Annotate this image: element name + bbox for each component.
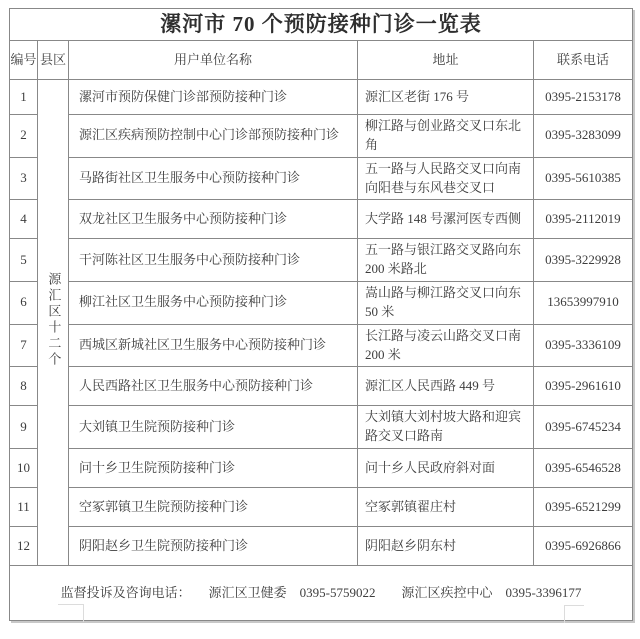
clinic-phone: 0395-6521299 <box>534 488 633 527</box>
table-row <box>10 282 633 325</box>
clinic-address: 空冢郭镇翟庄村 <box>358 488 534 527</box>
row-number: 4 <box>10 200 38 239</box>
clinic-address: 嵩山路与柳江路交叉口向东 50 米 <box>358 282 534 325</box>
clinic-phone: 0395-2112019 <box>534 200 633 239</box>
clinic-phone: 0395-3336109 <box>534 324 633 367</box>
table-footer-row <box>10 566 633 621</box>
clinic-name: 双龙社区卫生服务中心预防接种门诊 <box>69 200 358 239</box>
row-number: 1 <box>10 80 38 115</box>
column-header-name: 用户单位名称 <box>69 41 358 80</box>
table-row <box>10 488 633 527</box>
clinic-name: 西城区新城社区卫生服务中心预防接种门诊 <box>69 324 358 367</box>
table-row <box>10 367 633 406</box>
clinic-phone: 0395-2961610 <box>534 367 633 406</box>
clinic-phone: 0395-6745234 <box>534 406 633 449</box>
row-number: 11 <box>10 488 38 527</box>
row-number: 8 <box>10 367 38 406</box>
clinic-address: 五一路与银江路交叉路向东 200 米路北 <box>358 239 534 282</box>
clinic-name: 干河陈社区卫生服务中心预防接种门诊 <box>69 239 358 282</box>
clinic-address: 阴阳赵乡阴东村 <box>358 527 534 566</box>
clinic-phone: 0395-6926866 <box>534 527 633 566</box>
table-title-row <box>10 9 633 41</box>
clinic-address: 柳江路与创业路交叉口东北角 <box>358 115 534 158</box>
clinic-phone: 0395-3229928 <box>534 239 633 282</box>
row-number: 10 <box>10 449 38 488</box>
footer-contacts <box>16 584 626 603</box>
clinic-name: 源汇区疾病预防控制中心门诊部预防接种门诊 <box>69 115 358 158</box>
row-number: 7 <box>10 324 38 367</box>
row-number: 2 <box>10 115 38 158</box>
clinic-address: 长江路与凌云山路交叉口南 200 米 <box>358 324 534 367</box>
table-row <box>10 200 633 239</box>
row-number: 6 <box>10 282 38 325</box>
footer-label: 监督投诉及咨询电话： <box>60 584 191 600</box>
district-merged-cell <box>38 80 69 566</box>
clinic-name: 人民西路社区卫生服务中心预防接种门诊 <box>69 367 358 406</box>
footer-cell <box>10 566 633 621</box>
table-header-row <box>10 41 633 80</box>
clinic-address: 五一路与人民路交叉口向南向阳巷与东风巷交叉口 <box>358 157 534 200</box>
row-number: 3 <box>10 157 38 200</box>
row-number: 12 <box>10 527 38 566</box>
column-header-district: 县区 <box>38 41 69 80</box>
column-header-no: 编号 <box>10 41 38 80</box>
vaccination-clinics-table <box>9 8 633 621</box>
table-row <box>10 406 633 449</box>
clinic-phone: 13653997910 <box>534 282 633 325</box>
clinic-phone: 0395-2153178 <box>534 80 633 115</box>
footer-phone2: 0395-3396177 <box>505 584 582 600</box>
footer-org2: 源汇区疾控中心 <box>401 584 493 600</box>
table-row <box>10 324 633 367</box>
clinic-phone: 0395-6546528 <box>534 449 633 488</box>
table-row <box>10 80 633 115</box>
clinic-name: 大刘镇卫生院预防接种门诊 <box>69 406 358 449</box>
clinic-name: 柳江社区卫生服务中心预防接种门诊 <box>69 282 358 325</box>
footer-phone1: 0395-5759022 <box>299 584 376 600</box>
clinic-name: 阴阳赵乡卫生院预防接种门诊 <box>69 527 358 566</box>
clinic-address: 大刘镇大刘村坡大路和迎宾路交叉口路南 <box>358 406 534 449</box>
column-header-address: 地址 <box>358 41 534 80</box>
clinic-name: 漯河市预防保健门诊部预防接种门诊 <box>69 80 358 115</box>
table-row <box>10 239 633 282</box>
district-label: 源汇区十二个 <box>46 271 62 368</box>
clinic-phone: 0395-3283099 <box>534 115 633 158</box>
clinic-name: 问十乡卫生院预防接种门诊 <box>69 449 358 488</box>
table-row <box>10 115 633 158</box>
clinic-address: 问十乡人民政府斜对面 <box>358 449 534 488</box>
row-number: 5 <box>10 239 38 282</box>
footer-org1: 源汇区卫健委 <box>208 584 287 600</box>
table-row <box>10 527 633 566</box>
clinic-address: 源汇区老街 176 号 <box>358 80 534 115</box>
page-title: 漯河市 70 个预防接种门诊一览表 <box>10 9 633 41</box>
clinic-name: 空冢郭镇卫生院预防接种门诊 <box>69 488 358 527</box>
clinic-address: 源汇区人民西路 449 号 <box>358 367 534 406</box>
table-row <box>10 449 633 488</box>
clinic-address: 大学路 148 号漯河医专西侧 <box>358 200 534 239</box>
column-header-phone: 联系电话 <box>534 41 633 80</box>
row-number: 9 <box>10 406 38 449</box>
clinic-phone: 0395-5610385 <box>534 157 633 200</box>
table-row <box>10 157 633 200</box>
clinic-name: 马路街社区卫生服务中心预防接种门诊 <box>69 157 358 200</box>
